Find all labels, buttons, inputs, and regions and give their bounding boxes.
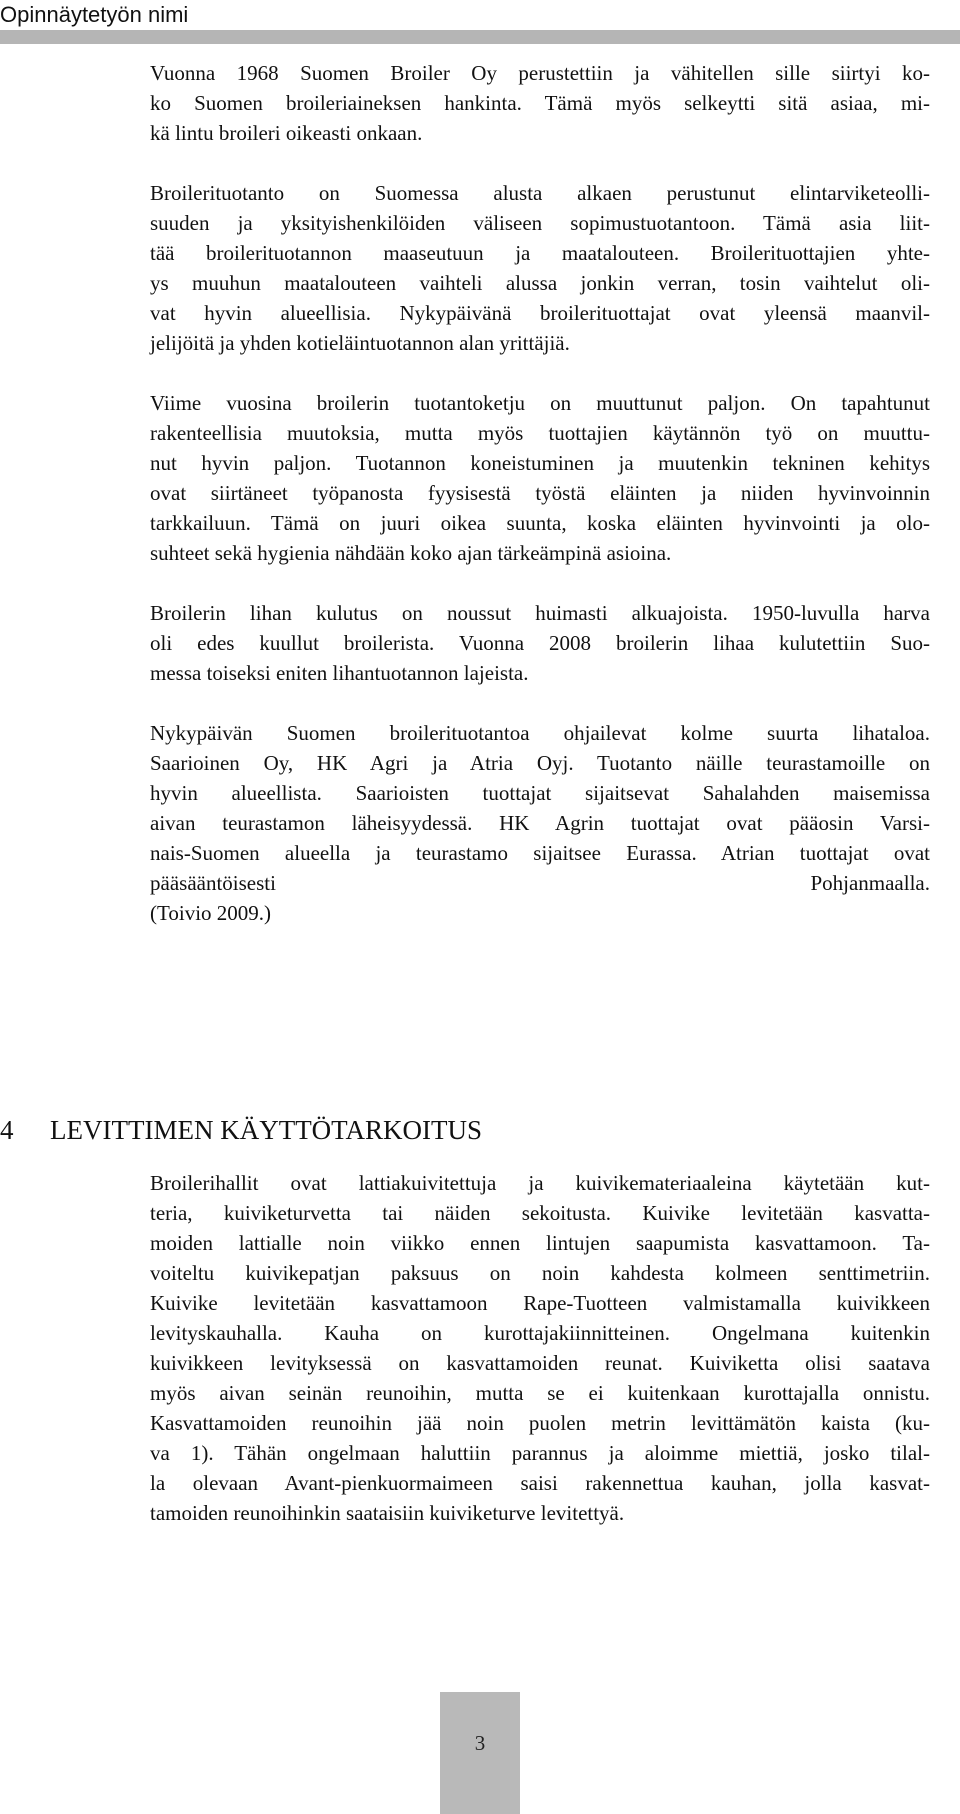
paragraph: [150, 598, 930, 688]
text-line: tarkkailuun. Tämä on juuri oikea suunta, koska eläinten hyvinvointi ja olo-: [150, 511, 930, 535]
page-number: 3: [474, 1731, 486, 1755]
paragraph: [150, 58, 930, 148]
header-rule: [0, 30, 960, 44]
text-line: kuivikkeen levityksessä on kasvattamoiden reunat. Kuiviketta olisi saatava: [150, 1351, 930, 1375]
paragraph: [150, 1168, 930, 1528]
text-line: Viime vuosina broilerin tuotantoketju on muuttunut paljon. On tapahtunut: [150, 391, 930, 415]
text-line: (Toivio 2009.): [150, 901, 272, 925]
text-line: Broilerituotanto on Suomessa alusta alkaen perustunut elintarviketeolli-: [150, 181, 930, 205]
text-line: aivan teurastamon läheisyydessä. HK Agrin tuottajat ovat pääosin Varsi-: [150, 811, 930, 835]
text-line: tamoiden reunoihinkin saataisiin kuiviketurve levitettyä.: [150, 1501, 625, 1525]
text-line: moiden lattialle noin viikko ennen lintujen saapumista kasvattamoon. Ta-: [150, 1231, 930, 1255]
section-title: LEVITTIMEN KÄYTTÖTARKOITUS: [50, 1115, 483, 1145]
paragraph: [150, 718, 930, 928]
text-line: Kuivike levitetään kasvattamoon Rape-Tuotteen valmistamalla kuivikkeen: [150, 1291, 930, 1315]
text-line: levityskauhalla. Kauha on kurottajakiinnitteinen. Ongelmana kuitenkin: [150, 1321, 930, 1345]
text-line: suuden ja yksityishenkilöiden väliseen sopimustuotantoon. Tämä asia liit-: [150, 211, 930, 235]
text-line: messa toiseksi eniten lihantuotannon lajeista.: [150, 661, 529, 685]
text-line: teria, kuiviketurvetta tai näiden sekoitusta. Kuivike levitetään kasvatta-: [150, 1201, 930, 1225]
paragraph: [150, 388, 930, 568]
text-line: nais-Suomen alueella ja teurastamo sijaitsee Eurassa. Atrian tuottajat ovat: [150, 841, 930, 865]
text-line: Broilerin lihan kulutus on noussut huimasti alkuajoista. 1950-luvulla harva: [150, 601, 930, 625]
text-line: va 1). Tähän ongelmaan haluttiin parannus ja aloimme miettiä, josko tilal-: [150, 1441, 930, 1465]
section-number: 4: [0, 1115, 14, 1145]
paragraph: [150, 178, 930, 358]
text-line: Saarioinen Oy, HK Agri ja Atria Oyj. Tuotanto näille teurastamoille on: [150, 751, 930, 775]
text-line: jelijöitä ja yhden kotieläintuotannon alan yrittäjiä.: [150, 331, 570, 355]
page-number-box: [440, 1692, 520, 1814]
text-line: hyvin alueellista. Saarioisten tuottajat sijaitsevat Sahalahden maisemissa: [150, 781, 930, 805]
text-line: myös aivan seinän reunoihin, mutta se ei kuitenkaan kurottajalla onnistu.: [150, 1381, 930, 1405]
text-line: nut hyvin paljon. Tuotannon koneistuminen ja muutenkin tekninen kehitys: [150, 451, 930, 475]
text-line: Broilerihallit ovat lattiakuivitettuja ja kuivikemateriaaleina käytetään kut-: [150, 1171, 930, 1195]
text-line: Vuonna 1968 Suomen Broiler Oy perustettiin ja vähitellen sille siirtyi ko-: [150, 61, 930, 85]
text-line: kä lintu broileri oikeasti onkaan.: [150, 121, 423, 145]
text-line: ovat siirtäneet työpanosta fyysisestä työstä eläinten ja niiden hyvinvoinnin: [150, 481, 930, 505]
text-line: suhteet sekä hygienia nähdään koko ajan tärkeämpinä asioina.: [150, 541, 672, 565]
body-text-top: [150, 58, 930, 928]
text-line: Kasvattamoiden reunoihin jää noin puolen metrin levittämätön kaista (ku-: [150, 1411, 930, 1435]
text-line: ko Suomen broileriaineksen hankinta. Tämä myös selkeytti sitä asiaa, mi-: [150, 91, 930, 115]
document-title: Opinnäytetyön nimi: [0, 2, 189, 27]
text-line: ys muuhun maatalouteen vaihteli alussa jonkin verran, tosin vaihtelut oli-: [150, 271, 930, 295]
text-line: oli edes kuullut broilerista. Vuonna 2008 broilerin lihaa kulutettiin Suo-: [150, 631, 930, 655]
text-line: pääsääntöisesti Pohjanmaalla.: [150, 871, 930, 895]
text-line: voiteltu kuivikepatjan paksuus on noin kahdesta kolmeen senttimetriin.: [150, 1261, 930, 1285]
text-line: rakenteellisia muutoksia, mutta myös tuottajien käytännön työ on muuttu-: [150, 421, 930, 445]
text-line: vat hyvin alueellisia. Nykypäivänä broilerituottajat ovat yleensä maanvil-: [150, 301, 930, 325]
text-line: Nykypäivän Suomen broilerituotantoa ohjailevat kolme suurta lihataloa.: [150, 721, 930, 745]
text-line: la olevaan Avant-pienkuormaimeen saisi rakennettua kauhan, jolla kasvat-: [150, 1471, 930, 1495]
text-line: tää broilerituotannon maaseutuun ja maatalouteen. Broilerituottajien yhte-: [150, 241, 930, 265]
body-text-section: [150, 1168, 930, 1528]
